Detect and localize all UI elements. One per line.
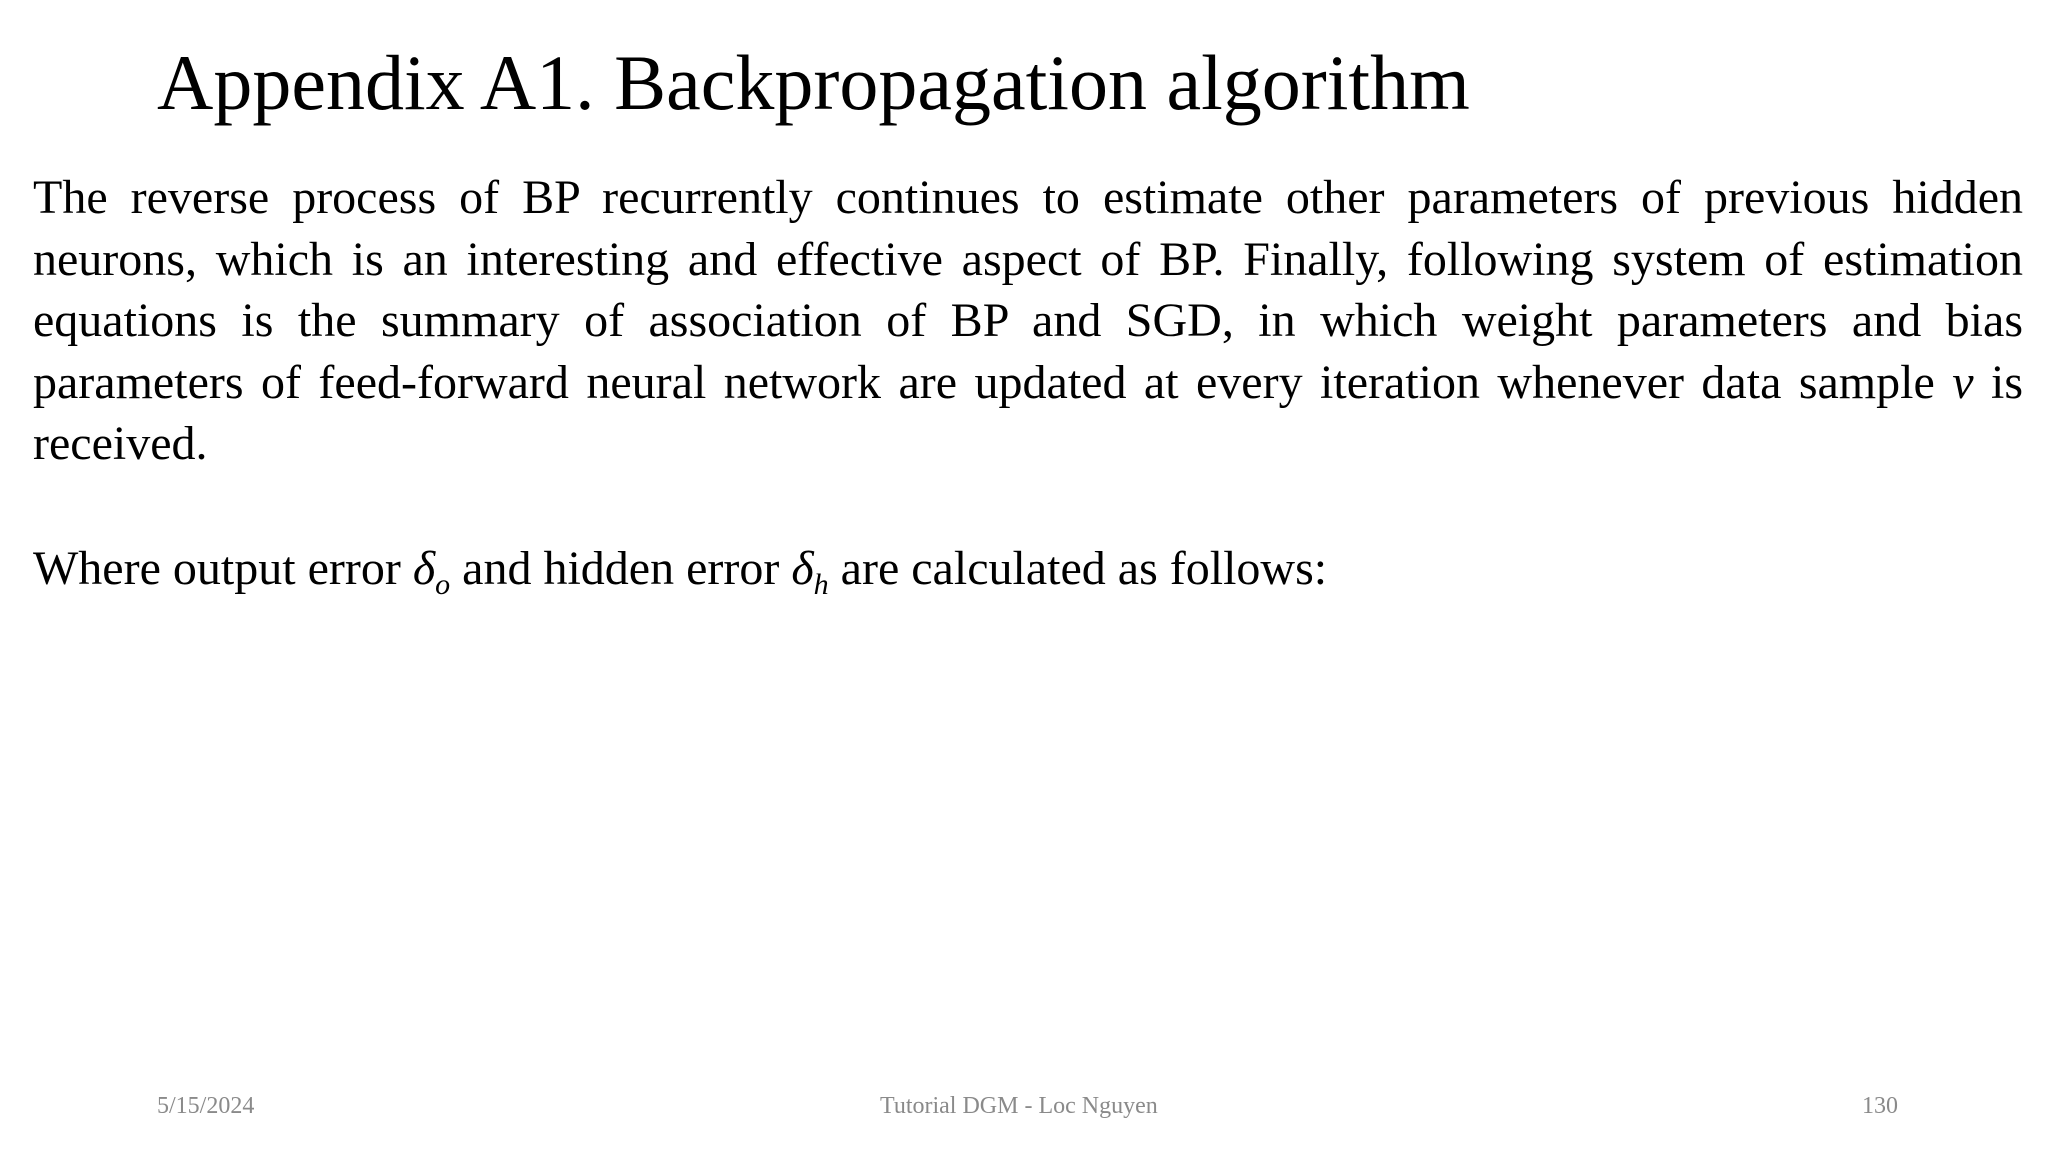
delta-o-letter: δ — [412, 542, 436, 595]
variable-v: v — [1952, 355, 1974, 409]
delta-h-subscript: h — [813, 568, 829, 601]
body-paragraph-text-1: The reverse process of BP recurrently continues to estimate other parameters of previous hidden neurons, which is an interesting and effective aspect of BP. Finally, following system of estimation equations is the summary of association of BP and SGD, in which weight parameters and bias parameters of feed-forward neural network are updated at every iteration whenever data sample — [33, 171, 2023, 409]
delta-o-subscript: o — [435, 568, 451, 601]
footer-title: Tutorial DGM - Loc Nguyen — [880, 1093, 1158, 1119]
footer-date: 5/15/2024 — [157, 1093, 255, 1119]
where-line — [33, 538, 1327, 600]
body-paragraph — [33, 167, 2023, 475]
where-text-3: are calculated as follows: — [828, 542, 1328, 595]
where-text-1: Where output error — [33, 542, 413, 595]
body-paragraph-text-2: is received. — [33, 355, 2024, 470]
delta-hidden-symbol — [791, 542, 829, 601]
delta-output-symbol — [412, 542, 451, 601]
delta-h-letter: δ — [791, 542, 814, 595]
footer-page-number: 130 — [1862, 1093, 1898, 1119]
where-text-2: and hidden error — [450, 542, 792, 595]
slide-title: Appendix A1. Backpropagation algorithm — [157, 39, 1470, 126]
